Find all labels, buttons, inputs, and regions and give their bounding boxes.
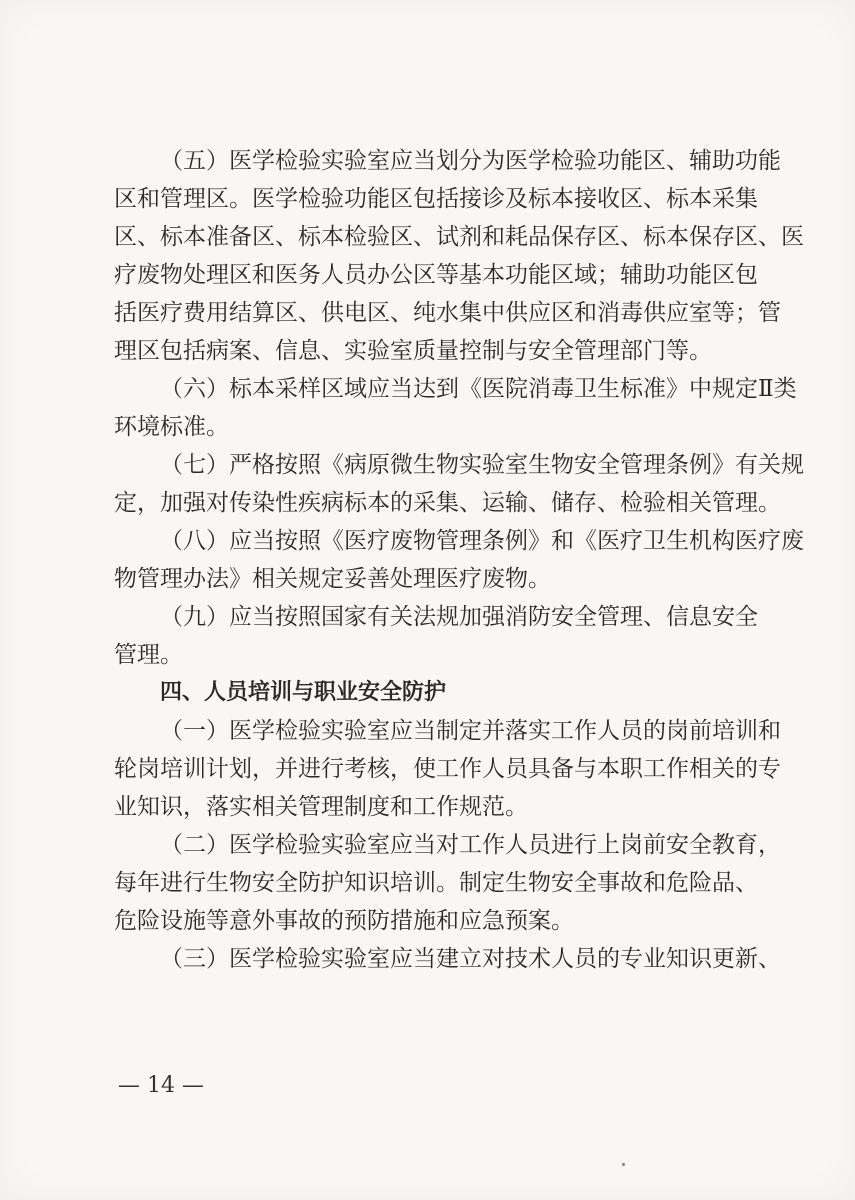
text-line: （九）应当按照国家有关法规加强消防安全管理、信息安全 [160,604,758,630]
paragraph-7 [114,446,804,522]
text-line: 环境标准。 [114,414,229,440]
text-line: （六）标本采样区域应当达到《医院消毒卫生标准》中规定Ⅱ类 [160,376,797,402]
text-line: 理区包括病案、信息、实验室质量控制与安全管理部门等。 [114,338,712,364]
text-line: 区和管理区。医学检验功能区包括接诊及标本接收区、标本采集 [114,186,758,212]
text-line: （三）医学检验实验室应当建立对技术人员的专业知识更新、 [160,946,781,972]
page-number: — 14 — [118,1073,204,1098]
text-line: 定，加强对传染性疾病标本的采集、运输、储存、检验相关管理。 [114,490,781,516]
document-body [114,142,804,978]
text-line: 业知识，落实相关管理制度和工作规范。 [114,794,528,820]
paper-speck [622,1163,625,1166]
paragraph-8 [114,522,804,598]
text-line: （七）严格按照《病原微生物实验室生物安全管理条例》有关规 [160,452,804,478]
text-line: （一）医学检验实验室应当制定并落实工作人员的岗前培训和 [160,718,781,744]
text-line: 轮岗培训计划，并进行考核，使工作人员具备与本职工作相关的专 [114,756,781,782]
text-line: 物管理办法》相关规定妥善处理医疗废物。 [114,566,551,592]
section-paragraph-3 [114,940,781,978]
text-line: 管理。 [114,642,183,668]
text-line: （八）应当按照《医疗废物管理条例》和《医疗卫生机构医疗废 [160,528,804,554]
text-line: 括医疗费用结算区、供电区、纯水集中供应区和消毒供应室等；管 [114,300,781,326]
paragraph-6 [114,370,797,446]
section-heading: 四、人员培训与职业安全防护 [160,680,447,705]
text-line: （二）医学检验实验室应当对工作人员进行上岗前安全教育， [160,832,781,858]
section-paragraph-1 [114,712,781,826]
text-line: 危险设施等意外事故的预防措施和应急预案。 [114,908,574,934]
text-line: 区、标本准备区、标本检验区、试剂和耗品保存区、标本保存区、医 [114,224,804,250]
text-line: 每年进行生物安全防护知识培训。制定生物安全事故和危险品、 [114,870,758,896]
text-line: 疗废物处理区和医务人员办公区等基本功能区域；辅助功能区包 [114,262,758,288]
paragraph-9 [114,598,758,674]
paragraph-5 [114,142,804,370]
section-paragraph-2 [114,826,781,940]
text-line: （五）医学检验实验室应当划分为医学检验功能区、辅助功能 [160,148,781,174]
